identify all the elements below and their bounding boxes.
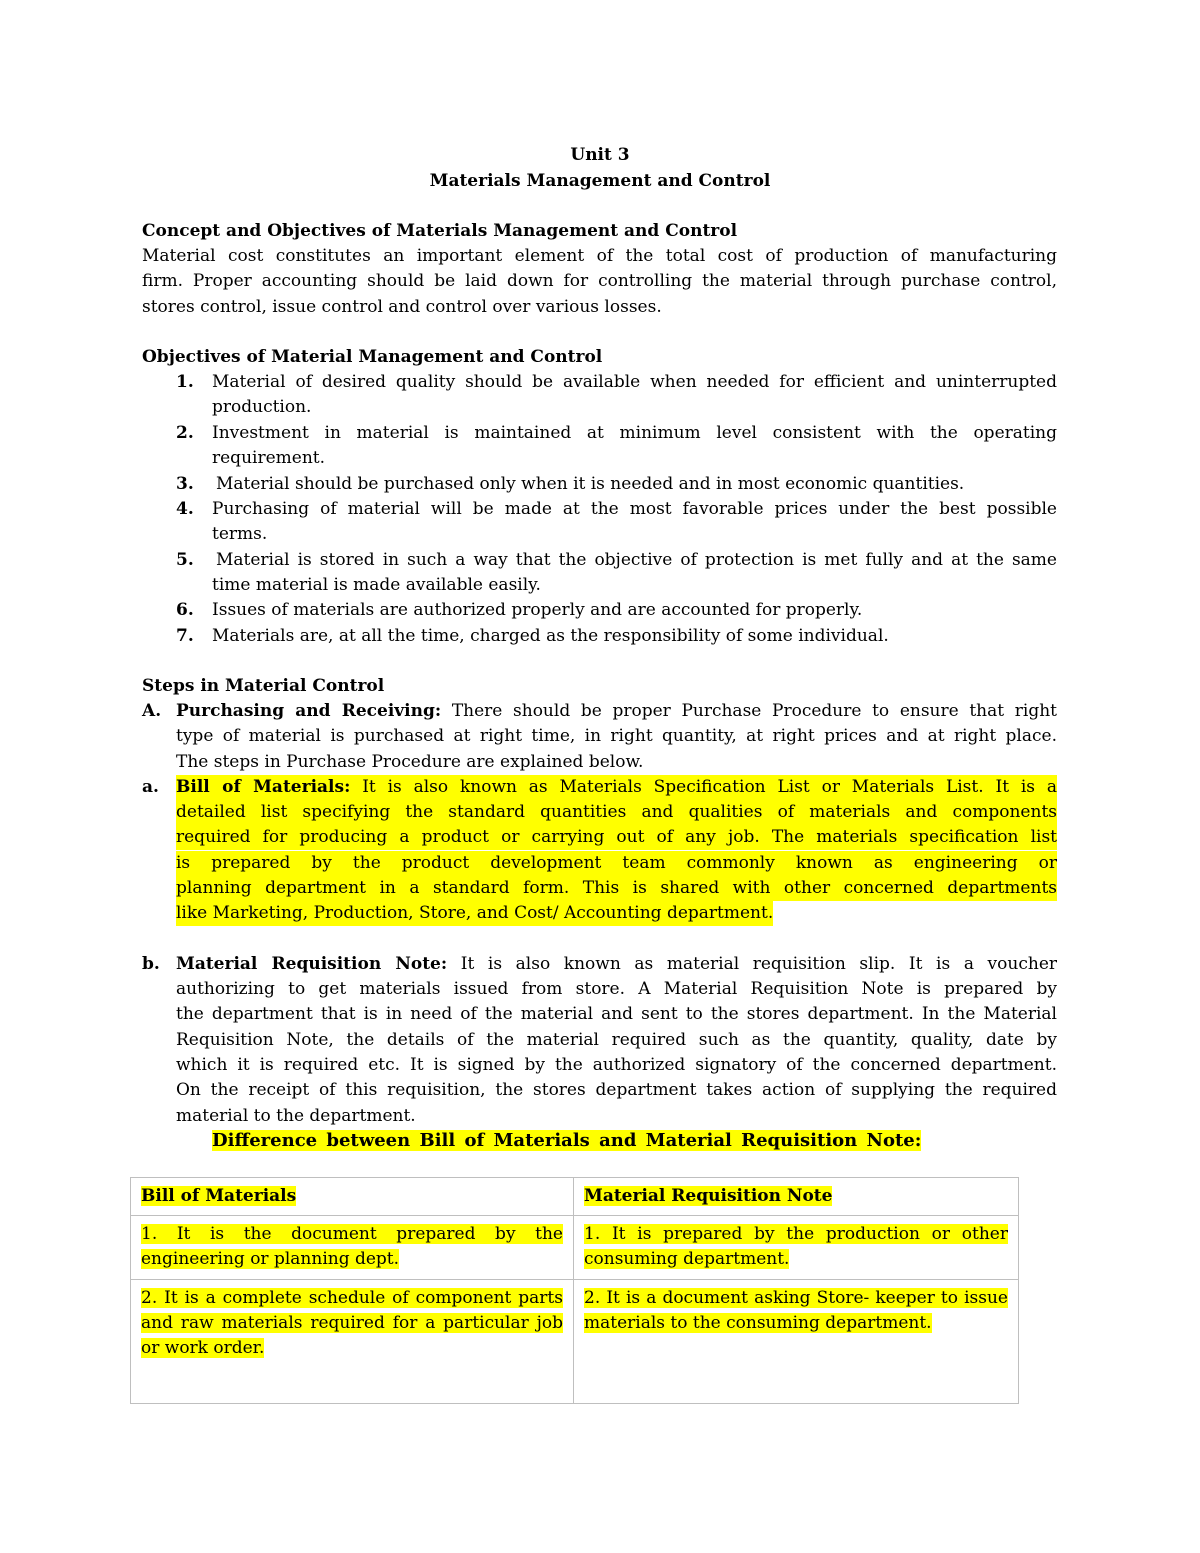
step-text: required for producing a product or carrying out of any job. The materials specification list <box>176 825 1057 850</box>
objective-number: 3. <box>176 474 194 494</box>
step-text: detailed list specifying the standard quantities and qualities of materials and components <box>176 800 1057 825</box>
step-text: the department that is in need of the material and sent to the stores department. In the Material <box>176 1004 1057 1024</box>
step-term: Bill of Materials: <box>176 777 351 797</box>
step-text: which it is required etc. It is signed by the authorized signatory of the concerned department. <box>176 1055 1057 1075</box>
objective-text: Material is stored in such a way that the objective of protection is met fully and at the same <box>216 550 1057 570</box>
step-text: like Marketing, Production, Store, and Cost/ Accounting department. <box>176 901 773 926</box>
concept-heading: Concept and Objectives of Materials Management and Control <box>142 221 738 241</box>
concept-line-1: Material cost constitutes an important element of the total cost of production of manufacturing <box>142 246 1057 266</box>
table-row <box>131 1280 1019 1404</box>
steps-heading: Steps in Material Control <box>142 676 385 696</box>
table-row <box>131 1216 1019 1280</box>
difference-heading: Difference between Bill of Materials and Material Requisition Note: <box>212 1130 922 1151</box>
objectives-heading: Objectives of Material Management and Control <box>142 347 603 367</box>
requisition-note-line-1: Material Requisition Note: It is also known as material requisition slip. It is a voucher <box>176 954 1058 974</box>
objective-text: terms. <box>212 524 268 544</box>
table-cell: 2. It is a document asking Store- keeper to issue materials to the consuming department. <box>574 1280 1019 1404</box>
objective-text: time material is made available easily. <box>212 575 541 595</box>
objective-text: Issues of materials are authorized properly and are accounted for properly. <box>212 600 863 620</box>
table-header-cell: Bill of Materials <box>131 1178 574 1216</box>
table-cell: 1. It is the document prepared by the engineering or planning dept. <box>131 1216 574 1280</box>
concept-line-2: firm. Proper accounting should be laid down for controlling the material through purchase control, <box>142 271 1057 291</box>
concept-line-3: stores control, issue control and control over various losses. <box>142 297 662 317</box>
step-text: planning department in a standard form. This is shared with other concerned departments <box>176 876 1057 901</box>
comparison-table <box>130 1177 1019 1404</box>
objective-text: Material of desired quality should be available when needed for efficient and uninterrupted <box>212 372 1057 392</box>
objective-number: 4. <box>176 499 194 519</box>
objective-number: 6. <box>176 600 194 620</box>
step-label: A. <box>142 701 162 721</box>
objective-number: 1. <box>176 372 194 392</box>
objective-text: Materials are, at all the time, charged as the responsibility of some individual. <box>212 626 889 646</box>
objective-text: Material should be purchased only when it is needed and in most economic quantities. <box>216 474 965 494</box>
step-text: material to the department. <box>176 1106 416 1126</box>
table-cell: 1. It is prepared by the production or other consuming department. <box>574 1216 1019 1280</box>
step-term: Material Requisition Note: <box>176 954 448 974</box>
step-text: The steps in Purchase Procedure are explained below. <box>176 752 644 772</box>
step-purchasing-line-1: Purchasing and Receiving: There should be proper Purchase Procedure to ensure that right <box>176 701 1057 721</box>
bill-of-materials-line-1: Bill of Materials: It is also known as Materials Specification List or Materials List. It is a <box>176 775 1057 800</box>
objective-text: Purchasing of material will be made at the most favorable prices under the best possible <box>212 499 1057 519</box>
objective-number: 7. <box>176 626 194 646</box>
step-text: is prepared by the product development team commonly known as engineering or <box>176 851 1057 876</box>
page-title: Materials Management and Control <box>429 171 771 191</box>
objective-number: 5. <box>176 550 194 570</box>
objective-text: requirement. <box>212 448 326 468</box>
step-term: Purchasing and Receiving: <box>176 701 442 721</box>
step-text: authorizing to get materials issued from store. A Material Requisition Note is prepared by <box>176 979 1057 999</box>
table-header-cell: Material Requisition Note <box>574 1178 1019 1216</box>
step-label: a. <box>142 777 159 797</box>
table-header-row <box>131 1178 1019 1216</box>
objective-number: 2. <box>176 423 194 443</box>
table-cell: 2. It is a complete schedule of component parts and raw materials required for a particular job or work order. <box>131 1280 574 1404</box>
objective-text: production. <box>212 397 312 417</box>
step-text: Requisition Note, the details of the material required such as the quantity, quality, date by <box>176 1030 1057 1050</box>
objective-text: Investment in material is maintained at minimum level consistent with the operating <box>212 423 1057 443</box>
unit-title: Unit 3 <box>570 145 630 165</box>
step-label: b. <box>142 954 160 974</box>
step-text: type of material is purchased at right time, in right quantity, at right prices and at right place. <box>176 726 1057 746</box>
step-text: On the receipt of this requisition, the stores department takes action of supplying the required <box>176 1080 1057 1100</box>
